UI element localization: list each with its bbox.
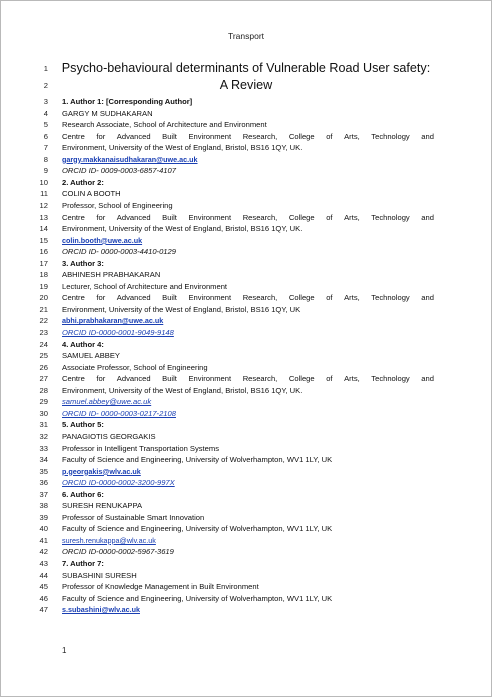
line-number: 18 <box>39 270 48 280</box>
document-line <box>1 512 491 523</box>
document-line <box>1 131 491 142</box>
id-link[interactable]: ORCID ID-0000-0002-3200-997X <box>62 478 175 488</box>
id-link[interactable]: ORCID ID- 0000-0003-0217-2108 <box>62 408 176 418</box>
line-number: 36 <box>39 478 48 488</box>
line-number: 4 <box>43 108 48 118</box>
document-line <box>1 108 491 119</box>
document-line <box>1 269 491 280</box>
line-text: Lecturer, School of Architecture and Environment <box>62 281 228 291</box>
paper-title-line-1: Psycho-behavioural determinants of Vulnerable Road User safety: <box>61 61 431 75</box>
line-number: 16 <box>39 247 48 257</box>
author-heading: 7. Author 7: <box>62 559 104 568</box>
orcid-id: ORCID ID- 0000-0003-4410-0129 <box>62 247 176 257</box>
line-text: ABHINESH PRABHAKARAN <box>62 270 161 280</box>
document-line <box>1 581 491 592</box>
line-number: 17 <box>39 258 48 268</box>
document-line <box>1 96 491 107</box>
paper-title-line-2: A Review <box>219 78 273 92</box>
document-line <box>1 500 491 511</box>
line-number: 32 <box>39 431 48 441</box>
author-heading: 2. Author 2: <box>62 177 104 187</box>
document-line <box>1 304 491 315</box>
document-line <box>1 292 491 303</box>
document-line <box>1 489 491 500</box>
affiliation-text: Centre for Advanced Built Environment Research, College of Arts, Technology and <box>62 212 434 222</box>
line-text: Research Associate, School of Architecture and Environment <box>62 120 267 130</box>
line-text: Professor, School of Engineering <box>62 200 173 210</box>
document-line <box>1 570 491 581</box>
line-number: 11 <box>40 189 48 199</box>
document-line <box>1 188 491 199</box>
document-line <box>1 373 491 384</box>
line-text: Associate Professor, School of Engineering <box>62 362 208 372</box>
line-number: 46 <box>39 593 48 603</box>
document-line <box>1 212 491 223</box>
author-heading: 5. Author 5: <box>62 420 104 430</box>
document-line <box>1 339 491 350</box>
document-line <box>1 396 491 407</box>
document-line <box>1 604 491 615</box>
line-number: 23 <box>39 328 48 337</box>
document-line <box>1 327 491 338</box>
line-text: Faculty of Science and Engineering, University of Wolverhampton, WV1 1LY, UK <box>62 455 333 465</box>
document-line <box>1 154 491 165</box>
line-number: 43 <box>39 559 48 568</box>
document-line <box>1 315 491 326</box>
line-text: Faculty of Science and Engineering, University of Wolverhampton, WV1 1LY, UK <box>62 593 333 603</box>
email-link[interactable]: suresh.renukappa@wlv.ac.uk <box>62 535 156 545</box>
line-number: 7 <box>43 143 48 153</box>
document-line <box>1 454 491 465</box>
line-number: 38 <box>39 501 48 511</box>
affiliation-text: Centre for Advanced Built Environment Research, College of Arts, Technology and <box>62 374 434 384</box>
email-link[interactable]: p.georgakis@wlv.ac.uk <box>62 466 141 476</box>
line-number: 41 <box>39 535 48 545</box>
line-number-1: 1 <box>43 64 48 73</box>
line-number: 12 <box>39 200 48 210</box>
line-number: 27 <box>39 374 48 384</box>
author-heading: 4. Author 4: <box>62 339 104 349</box>
line-text: COLIN A BOOTH <box>62 189 121 199</box>
line-text: Environment, University of the West of England, Bristol, BS16 1QY, UK. <box>62 143 303 153</box>
document-line <box>1 350 491 361</box>
document-line <box>1 235 491 246</box>
line-number: 10 <box>39 177 48 187</box>
line-number: 28 <box>39 385 48 395</box>
line-number-2: 2 <box>43 81 48 90</box>
line-number: 44 <box>39 570 48 580</box>
line-number: 9 <box>43 166 48 176</box>
line-number: 15 <box>39 235 48 245</box>
line-text: Faculty of Science and Engineering, University of Wolverhampton, WV1 1LY, UK <box>62 524 333 534</box>
email-link[interactable]: abhi.prabhakaran@uwe.ac.uk <box>62 316 164 326</box>
line-text: Environment, University of the West of England, Bristol, BS16 1QY, UK. <box>62 224 303 234</box>
author-heading: 6. Author 6: <box>62 489 104 499</box>
email-link[interactable]: s.subashini@wlv.ac.uk <box>62 605 140 615</box>
document-line <box>1 281 491 292</box>
line-number: 24 <box>39 339 48 349</box>
line-number: 19 <box>39 281 48 291</box>
line-text: SUBASHINI SURESH <box>62 570 137 580</box>
line-number: 8 <box>43 154 48 164</box>
document-line <box>1 177 491 188</box>
line-number: 6 <box>43 131 48 141</box>
document-line <box>1 408 491 419</box>
line-text: Environment, University of the West of England, Bristol, BS16 1QY, UK <box>62 304 301 314</box>
document-line <box>1 142 491 153</box>
orcid-id: ORCID ID-0000-0002-5967-3619 <box>62 547 174 557</box>
document-line <box>1 119 491 130</box>
line-number: 35 <box>39 466 48 476</box>
line-number: 40 <box>39 524 48 534</box>
document-line <box>1 431 491 442</box>
document-line <box>1 546 491 557</box>
document-line <box>1 477 491 488</box>
line-number: 20 <box>39 293 48 303</box>
line-number: 31 <box>39 420 48 430</box>
line-number: 3 <box>43 97 48 106</box>
line-text: Professor in Intelligent Transportation Systems <box>62 443 220 453</box>
email-link[interactable]: colin.booth@uwe.ac.uk <box>62 235 143 245</box>
document-line <box>1 362 491 373</box>
line-number: 5 <box>43 120 48 130</box>
document-line <box>1 443 491 454</box>
line-number: 47 <box>39 605 48 615</box>
line-text: Professor of Knowledge Management in Built Environment <box>62 582 259 592</box>
line-number: 13 <box>39 212 48 222</box>
document-line <box>1 223 491 234</box>
line-number: 37 <box>39 489 48 499</box>
id-link[interactable]: ORCID ID-0000-0001-9049-9148 <box>62 328 174 337</box>
document-line <box>1 165 491 176</box>
line-number: 21 <box>39 304 48 314</box>
author-heading: 1. Author 1: [Corresponding Author] <box>62 97 193 106</box>
document-line <box>1 385 491 396</box>
document-line <box>1 535 491 546</box>
line-number: 34 <box>39 455 48 465</box>
line-text: Professor of Sustainable Smart Innovation <box>62 512 205 522</box>
id-link[interactable]: samuel.abbey@uwe.ac.uk <box>62 397 152 407</box>
email-link[interactable]: gargy.makkanaisudhakaran@uwe.ac.uk <box>62 154 198 164</box>
page-number: 1 <box>62 646 67 655</box>
running-header: Transport <box>227 31 265 41</box>
line-number: 29 <box>39 397 48 407</box>
document-line <box>1 466 491 477</box>
line-number: 25 <box>39 351 48 361</box>
line-number: 26 <box>39 362 48 372</box>
line-number: 22 <box>39 316 48 326</box>
line-number: 14 <box>39 224 48 234</box>
document-line <box>1 523 491 534</box>
document-line <box>1 593 491 604</box>
affiliation-text: Centre for Advanced Built Environment Research, College of Arts, Technology and <box>62 131 434 141</box>
orcid-id: ORCID ID- 0009-0003-6857-4107 <box>62 166 176 176</box>
line-number: 30 <box>39 408 48 418</box>
line-text: Environment, University of the West of England, Bristol, BS16 1QY, UK. <box>62 385 303 395</box>
line-text: SURESH RENUKAPPA <box>62 501 143 511</box>
document-line <box>1 419 491 430</box>
line-number: 33 <box>39 443 48 453</box>
line-number: 42 <box>39 547 48 557</box>
line-text: PANAGIOTIS GEORGAKIS <box>62 431 156 441</box>
line-text: SAMUEL ABBEY <box>62 351 120 361</box>
document-line <box>1 258 491 269</box>
document-line <box>1 200 491 211</box>
document-line <box>1 246 491 257</box>
line-text: GARGY M SUDHAKARAN <box>62 108 153 118</box>
author-heading: 3. Author 3: <box>62 258 104 268</box>
line-number: 39 <box>39 512 48 522</box>
line-number: 45 <box>39 582 48 592</box>
document-line <box>1 558 491 569</box>
affiliation-text: Centre for Advanced Built Environment Research, College of Arts, Technology and <box>62 293 434 303</box>
